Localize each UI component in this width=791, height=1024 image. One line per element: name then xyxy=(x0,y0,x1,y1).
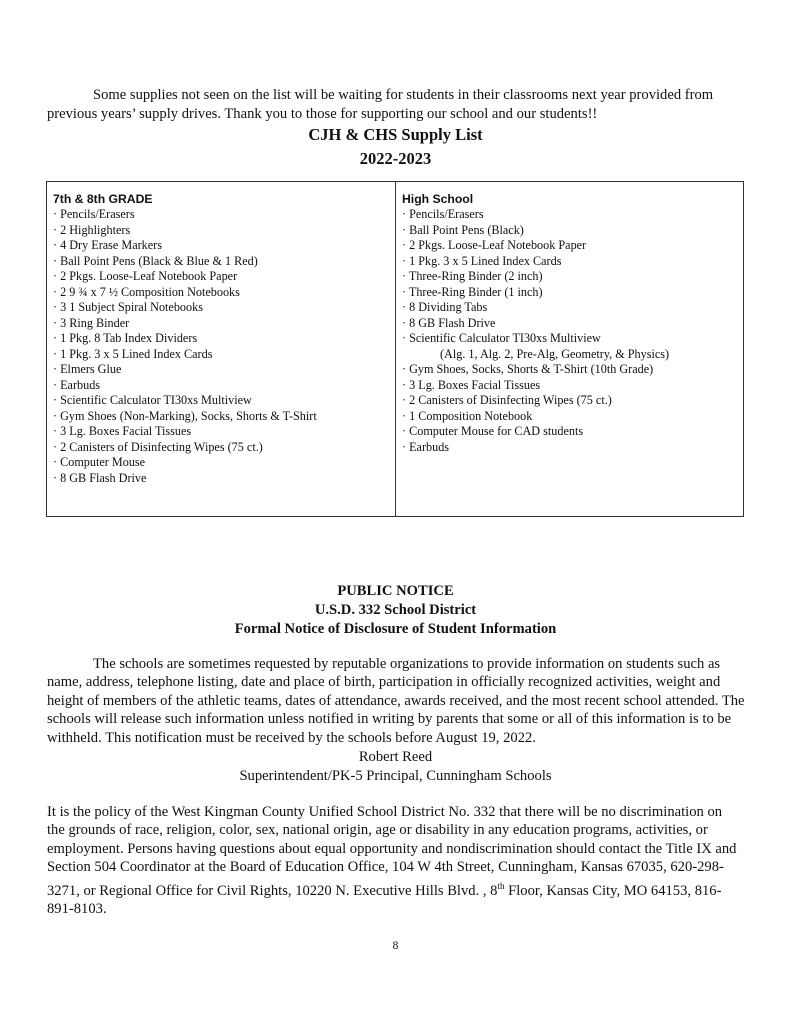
supply-item: · Elmers Glue xyxy=(53,362,389,378)
public-notice-heading: PUBLIC NOTICE xyxy=(337,583,454,599)
supply-item: · Computer Mouse for CAD students xyxy=(402,424,737,440)
supply-item: · 2 Canisters of Disinfecting Wipes (75 ct.) xyxy=(402,393,737,409)
supply-item: · 2 9 ¾ x 7 ½ Composition Notebooks xyxy=(53,285,389,301)
intro-paragraph: Some supplies not seen on the list will be waiting for students in their classrooms next year provided from previous years’ supply drives. Thank you to those for supporting our school and our students!! xyxy=(47,87,714,122)
supply-item: · Gym Shoes, Socks, Shorts & T-Shirt (10th Grade) xyxy=(402,362,737,378)
district-name: U.S.D. 332 School District xyxy=(314,602,477,618)
supply-item: · Earbuds xyxy=(53,378,389,394)
supply-item: · Ball Point Pens (Black) xyxy=(402,223,737,239)
supply-item: · 1 Composition Notebook xyxy=(402,409,737,425)
junior-high-heading: 7th & 8th GRADE xyxy=(53,192,153,206)
supply-item: · 8 GB Flash Drive xyxy=(402,316,737,332)
high-school-column xyxy=(395,182,743,516)
supply-list-year: 2022-2023 xyxy=(359,149,432,168)
supply-item: · 3 1 Subject Spiral Notebooks xyxy=(53,300,389,316)
supply-item: · Three-Ring Binder (2 inch) xyxy=(402,269,737,285)
notice-subtitle: Formal Notice of Disclosure of Student Information xyxy=(234,621,557,637)
supply-list-title: CJH & CHS Supply List xyxy=(308,125,483,144)
policy-text-main: It is the policy of the West Kingman County Unified School District No. 332 that there will be no discrimination on the grounds of race, religion, color, sex, national origin, age or disability in any education programs, activities, or employment. Persons having questions about equal opportunity and nondiscrimination should contact the Title IX and Section 504 Coordinator at the Board of Education Office, 104 W 4th Street, Cunningham, Kansas 67035, 620-298-3271, or Regional Office for Civil Rights, 10220 N. Executive Hills Blvd. , 8 xyxy=(47,804,737,899)
supply-item: · Pencils/Erasers xyxy=(53,207,389,223)
junior-high-supply-list xyxy=(53,207,389,486)
supply-item: · 3 Ring Binder xyxy=(53,316,389,332)
supply-item: · 2 Highlighters xyxy=(53,223,389,239)
supply-item: · 2 Canisters of Disinfecting Wipes (75 ct.) xyxy=(53,440,389,456)
supply-item: · Scientific Calculator TI30xs Multiview xyxy=(402,331,737,347)
supply-item: · 3 Lg. Boxes Facial Tissues xyxy=(402,378,737,394)
nondiscrimination-policy xyxy=(47,803,737,918)
supply-item: · 8 GB Flash Drive xyxy=(53,471,389,487)
page-number: 8 xyxy=(392,940,399,952)
signer-title: Superintendent/PK-5 Principal, Cunningham Schools xyxy=(239,768,552,784)
high-school-heading: High School xyxy=(402,192,474,206)
supply-item: · 4 Dry Erase Markers xyxy=(53,238,389,254)
disclosure-paragraph: The schools are sometimes requested by reputable organizations to provide information on students such as name, address, telephone listing, date and place of birth, participation in officially recognized activities, weight and height of members of the athletic teams, dates of attendance, awards received, and the most recent school attended. The schools will release such information unless notified in writing by parents that some or all of this information is to be withheld. This notification must be received by the schools before August 19, 2022. xyxy=(47,656,745,746)
supply-item: · Computer Mouse xyxy=(53,455,389,471)
supply-item: · Scientific Calculator TI30xs Multiview xyxy=(53,393,389,409)
supply-item: (Alg. 1, Alg. 2, Pre-Alg, Geometry, & Physics) xyxy=(440,346,670,361)
signer-name: Robert Reed xyxy=(358,749,433,765)
supply-item: · 8 Dividing Tabs xyxy=(402,300,737,316)
supply-item: · Ball Point Pens (Black & Blue & 1 Red) xyxy=(53,254,389,270)
supply-item: · Three-Ring Binder (1 inch) xyxy=(402,285,737,301)
supply-item: · 1 Pkg. 3 x 5 Lined Index Cards xyxy=(53,347,389,363)
supply-item: · Gym Shoes (Non-Marking), Socks, Shorts & T-Shirt xyxy=(53,409,389,425)
policy-text-end: Floor, Kansas City, MO 64153, 816-891-8103. xyxy=(47,882,722,917)
high-school-supply-list xyxy=(402,207,737,455)
supply-item: · Pencils/Erasers xyxy=(402,207,737,223)
supply-item: · Earbuds xyxy=(402,440,737,456)
policy-superscript: th xyxy=(497,880,505,891)
supply-list-table xyxy=(46,181,744,517)
supply-item: · 3 Lg. Boxes Facial Tissues xyxy=(53,424,389,440)
supply-item: · 2 Pkgs. Loose-Leaf Notebook Paper xyxy=(402,238,737,254)
junior-high-column xyxy=(47,182,395,516)
supply-item: · 2 Pkgs. Loose-Leaf Notebook Paper xyxy=(53,269,389,285)
supply-item: · 1 Pkg. 8 Tab Index Dividers xyxy=(53,331,389,347)
supply-item: · 1 Pkg. 3 x 5 Lined Index Cards xyxy=(402,254,737,270)
